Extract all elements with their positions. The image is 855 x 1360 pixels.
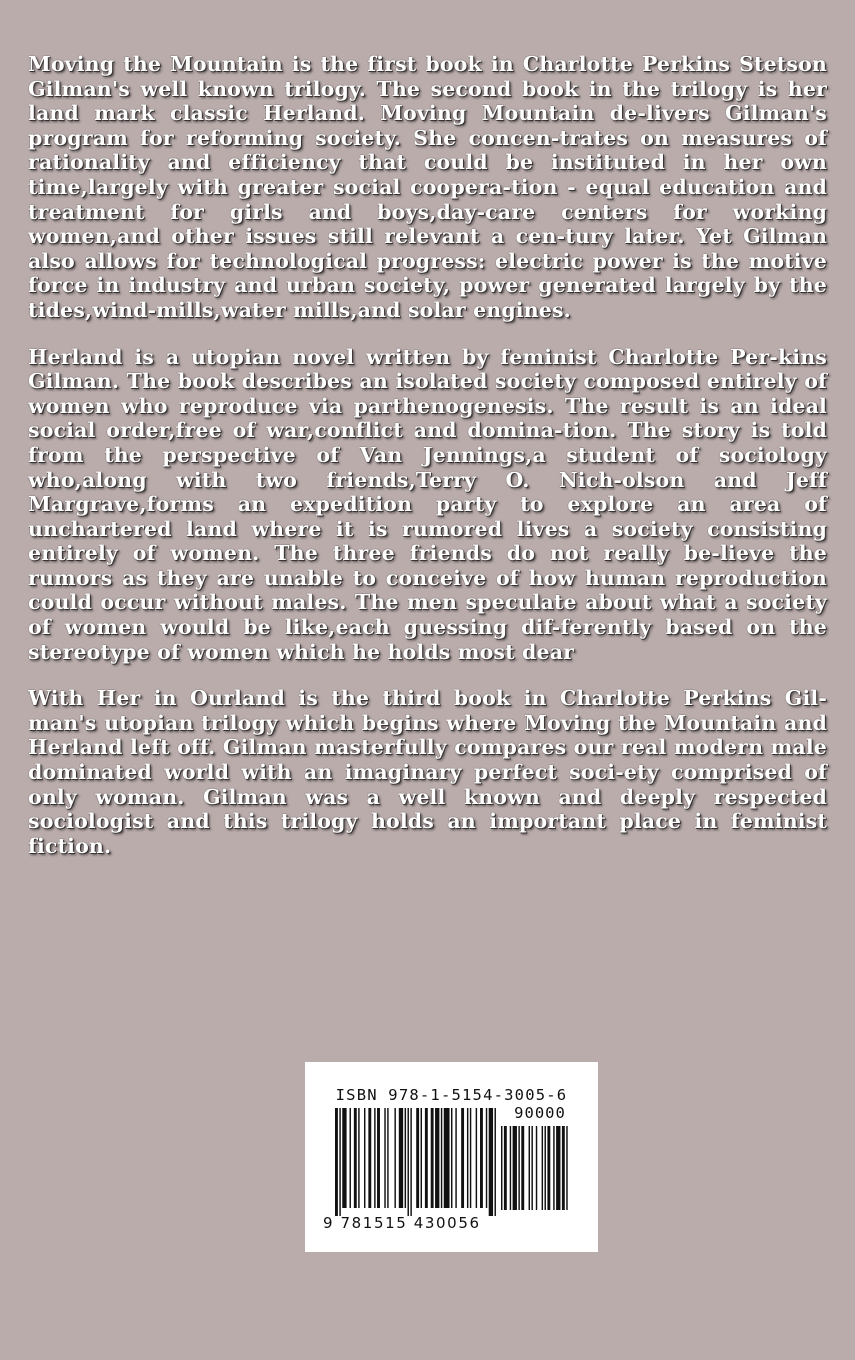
- barcode-addon-code: 90000: [514, 1104, 566, 1122]
- back-cover-blurb: [28, 52, 827, 880]
- ean-digits: 9 781515 430056: [323, 1214, 481, 1232]
- blurb-paragraph-herland: Herland is a utopian novel written by feminist Charlotte Per-kins Gilman. The book describes an isolated society composed entirely of women who reproduce via parthenogenesis. The result is an ideal social order,free of war,conflict and domina-tion. The story is told from the perspective of Van Jennings,a student of sociology who,along with two friends,Terry O. Nich-olson and Jeff Margrave,forms an expedition party to explore an area of unchartered land where it is rumored lives a society consisting entirely of women. The three friends do not really be-lieve the rumors as they are unable to conceive of how human reproduction could occur without males. The men speculate about what a society of women would be like,each guessing dif-ferently based on the stereotype of women which he holds most dear: [28, 344, 827, 664]
- blurb-paragraph-moving-the-mountain: Moving the Mountain is the first book in Charlotte Perkins Stetson Gilman's well known trilogy. The second book in the trilogy is her land mark classic Herland. Moving Mountain de-livers Gilman's program for reforming society. She concen-trates on measures of rationality and efficiency that could be instituted in her own time,largely with greater social coopera-tion - equal education and treatment for girls and boys,day-care centers for working women,and other issues still relevant a cen-tury later. Yet Gilman also allows for technological progress: electric power is the motive force in industry and urban society, power generated largely by the tides,wind-mills,water mills,and solar engines.: [28, 52, 827, 322]
- blurb-paragraph-with-her-in-ourland: With Her in Ourland is the third book in Charlotte Perkins Gil-man's utopian trilogy which begins where Moving the Mountain and Herland left off. Gilman masterfully compares our real modern male dominated world with an imaginary perfect soci-ety comprised of only woman. Gilman was a well known and deeply respected sociologist and this trilogy holds an important place in feminist fiction.: [28, 686, 827, 858]
- isbn-barcode-panel: [305, 1062, 598, 1252]
- isbn-label: ISBN 978-1-5154-3005-6: [335, 1086, 568, 1104]
